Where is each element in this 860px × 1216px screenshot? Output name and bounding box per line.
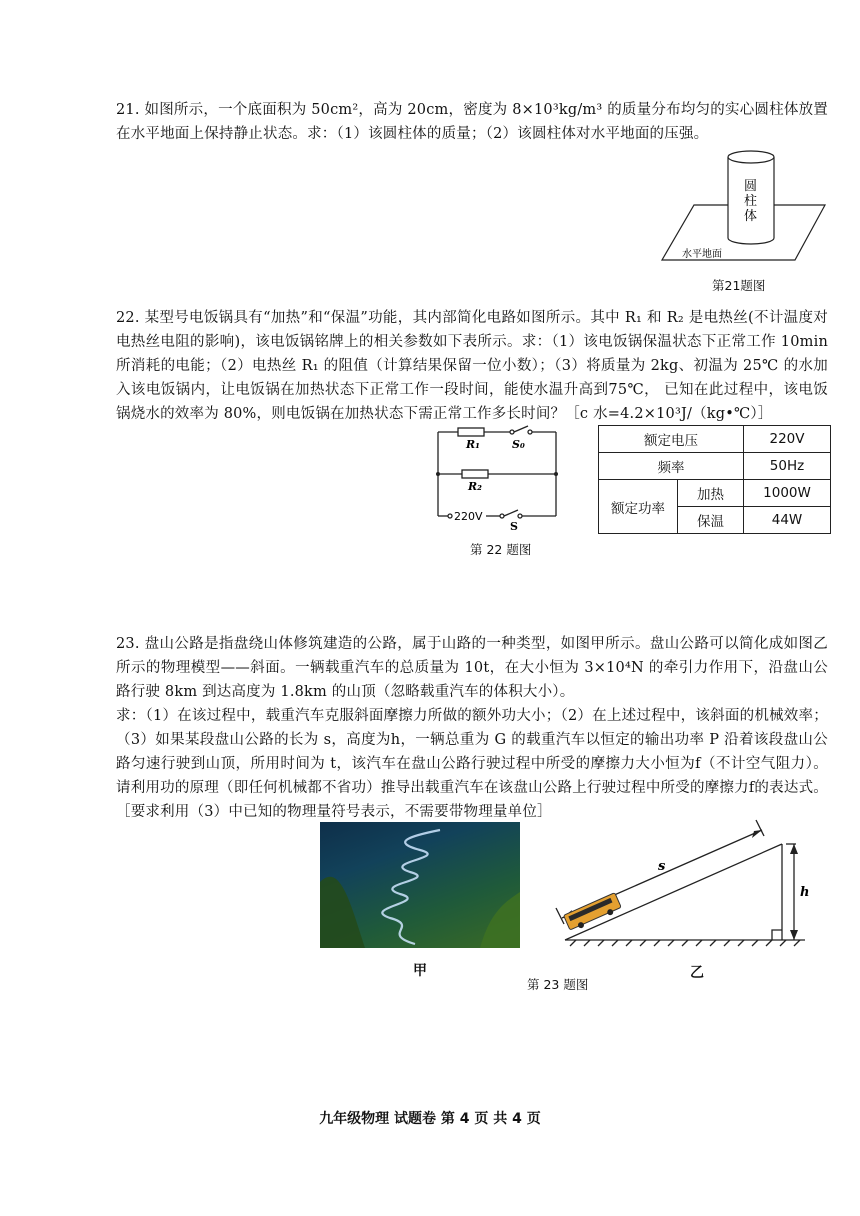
parameter-table <box>598 425 831 534</box>
winding-road-light-trails <box>320 822 520 948</box>
question-23-text: 23. 盘山公路是指盘绕山体修筑建造的公路，属于山路的一种类型，如图甲所示。盘山公路可以简化成如图乙所示的物理模型——斜面。一辆载重汽车的总质量为 10t，在大小恒为 3×10⁴N 的牵引力作用下，沿盘山公路行驶 8km 到达高度为 1.8km 的山顶（忽略载重汽车的体积大小）。 <box>116 636 828 700</box>
question-22-text: 22. 某型号电饭锅具有“加热”和“保温”功能，其内部简化电路如图所示。其中 R₁ 和 R₂ 是电热丝(不计温度对电热丝电阻的影响)，该电饭锅铭牌上的相关参数如下表所示。求：（1）该电饭锅保温状态下正常工作 10min 所消耗的电能；（2）电热丝 R₁ 的阻值（计算结果保留一位小数）；（3）将质量为 2kg、初温为 25℃ 的水加入该电饭锅内，让电饭锅在加热状态下正常工作一段时间，能使水温升高到75℃， 已知在此过程中，该电饭锅烧水的效率为 80%，则电饭锅在加热状态下需正常工作多长时间？［c 水=4.2×10³J/（kg•℃）］ <box>116 310 828 422</box>
heating-value: 1000W <box>744 480 831 507</box>
cylinder-label-char-1: 圆 <box>744 179 758 194</box>
mountain-road-photo <box>320 822 520 948</box>
r1-label: R₁ <box>466 438 480 451</box>
h-label: h <box>800 885 810 900</box>
cylinder-label-char-2: 柱 <box>744 194 758 209</box>
figure-yi-label: 乙 <box>690 965 704 981</box>
figure-21-caption: 第21题图 <box>712 278 766 293</box>
page-footer: 九年级物理 试题卷 第 4 页 共 4 页 <box>319 1111 541 1127</box>
s-label: S <box>510 520 518 532</box>
frequency-label: 频率 <box>599 453 744 480</box>
circuit-diagram <box>430 422 570 532</box>
s0-label: S₀ <box>512 438 525 451</box>
heating-label: 加热 <box>678 480 744 507</box>
cylinder-label-char-3: 体 <box>744 209 758 224</box>
keep-warm-label: 保温 <box>678 507 744 534</box>
rated-voltage-value: 220V <box>744 426 831 453</box>
ground-label: 水平地面 <box>682 249 722 260</box>
r2-label: R₂ <box>468 480 482 493</box>
rated-power-label: 额定功率 <box>599 480 678 534</box>
rated-voltage-label: 额定电压 <box>599 426 744 453</box>
cylinder-diagram <box>660 145 835 270</box>
s-label: s <box>658 859 666 874</box>
figure-23-caption: 第 23 题图 <box>527 977 589 992</box>
incline-diagram <box>550 812 820 952</box>
source-label: 220V <box>454 510 483 523</box>
cylinder-top <box>728 151 774 163</box>
keep-warm-value: 44W <box>744 507 831 534</box>
figure-jia-label: 甲 <box>413 963 427 979</box>
frequency-value: 50Hz <box>744 453 831 480</box>
figure-22-caption: 第 22 题图 <box>470 542 532 557</box>
truck-icon <box>564 893 623 933</box>
question-21-text: 21. 如图所示，一个底面积为 50cm²，高为 20cm，密度为 8×10³kg/m³ 的质量分布均匀的实心圆柱体放置在水平地面上保持静止状态。求：（1）该圆柱体的质量；（2）该圆柱体对水平地面的压强。 <box>116 102 828 142</box>
question-23-sub-questions: 求：（1）在该过程中，载重汽车克服斜面摩擦力所做的额外功大小；（2）在上述过程中，该斜面的机械效率；（3）如果某段盘山公路的长为 s，高度为h，一辆总重为 G 的载重汽车以恒定的输出功率 P 沿着该段盘山公路匀速行驶到山顶，所用时间为 t，该汽车在盘山公路行驶过程中所受的摩擦力大小恒为f（不计空气阻力）。请利用功的原理（即任何机械都不省功）推导出载重汽车在该盘山公路上行驶过程中所受的摩擦力f的表达式。［要求利用（3）中已知的物理量符号表示，不需要带物理量单位］ <box>116 708 828 820</box>
